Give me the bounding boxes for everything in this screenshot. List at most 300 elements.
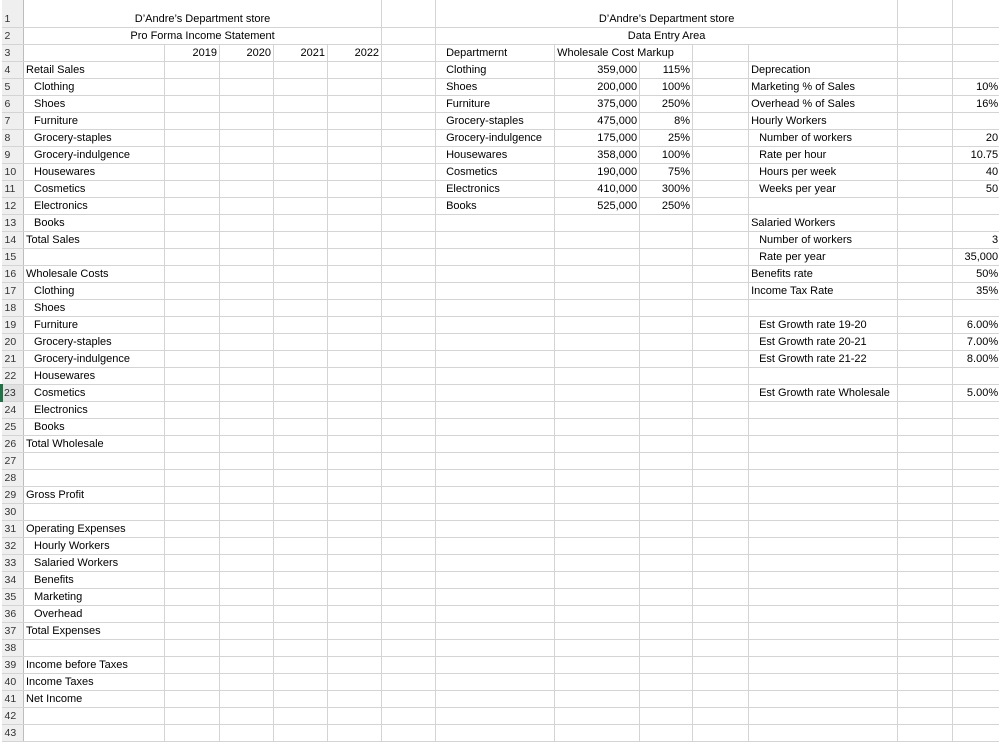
param-label[interactable]: Salaried Workers <box>749 215 898 232</box>
cell[interactable] <box>436 521 555 538</box>
cell[interactable] <box>274 351 328 368</box>
cell[interactable] <box>165 130 220 147</box>
cell[interactable] <box>382 657 436 674</box>
department-name[interactable]: Shoes <box>436 79 555 96</box>
cell[interactable] <box>274 266 328 283</box>
cell[interactable] <box>693 402 749 419</box>
cell[interactable] <box>555 691 640 708</box>
expense-item[interactable]: Marketing <box>24 589 165 606</box>
cell[interactable] <box>382 385 436 402</box>
cell[interactable] <box>640 300 693 317</box>
cell[interactable] <box>220 232 274 249</box>
cell[interactable] <box>328 674 382 691</box>
department-name[interactable]: Cosmetics <box>436 164 555 181</box>
param-label[interactable]: Est Growth rate 20-21 <box>749 334 898 351</box>
cell[interactable] <box>953 62 999 79</box>
wholesale-cost[interactable]: 410,000 <box>555 181 640 198</box>
cell[interactable] <box>436 606 555 623</box>
cell[interactable] <box>165 708 220 725</box>
cell[interactable] <box>898 453 953 470</box>
cell[interactable] <box>382 181 436 198</box>
cell[interactable] <box>274 419 328 436</box>
total-sales-label[interactable]: Total Sales <box>24 232 165 249</box>
cell[interactable] <box>274 232 328 249</box>
param-value[interactable]: 16% <box>953 96 999 113</box>
cell[interactable] <box>898 300 953 317</box>
income-before-taxes-label[interactable]: Income before Taxes <box>24 657 165 674</box>
wholesale-cost[interactable]: 359,000 <box>555 62 640 79</box>
cell[interactable] <box>328 113 382 130</box>
cell[interactable] <box>274 572 328 589</box>
cell[interactable] <box>274 725 328 742</box>
cell[interactable] <box>274 283 328 300</box>
wholesale-item[interactable]: Grocery-indulgence <box>24 351 165 368</box>
markup-value[interactable]: 75% <box>640 164 693 181</box>
cell[interactable] <box>693 368 749 385</box>
cell[interactable] <box>898 130 953 147</box>
cell[interactable] <box>274 606 328 623</box>
cell[interactable] <box>898 402 953 419</box>
cell[interactable] <box>693 708 749 725</box>
cell[interactable] <box>693 113 749 130</box>
cell[interactable] <box>24 725 165 742</box>
cell[interactable] <box>382 640 436 657</box>
cell[interactable] <box>274 317 328 334</box>
cell[interactable] <box>693 334 749 351</box>
cell[interactable] <box>220 708 274 725</box>
cell[interactable] <box>220 487 274 504</box>
cell[interactable] <box>328 691 382 708</box>
row-header[interactable]: 43 <box>2 725 24 742</box>
cell[interactable] <box>328 215 382 232</box>
cell[interactable] <box>953 487 999 504</box>
markup-value[interactable]: 250% <box>640 198 693 215</box>
wholesale-item[interactable]: Cosmetics <box>24 385 165 402</box>
row-header[interactable]: 16 <box>2 266 24 283</box>
cell[interactable] <box>953 538 999 555</box>
cell[interactable] <box>274 657 328 674</box>
markup-value[interactable]: 25% <box>640 130 693 147</box>
cell[interactable] <box>274 130 328 147</box>
cell[interactable] <box>555 640 640 657</box>
cell[interactable] <box>382 249 436 266</box>
cell[interactable] <box>898 589 953 606</box>
cell[interactable] <box>555 385 640 402</box>
cell[interactable] <box>165 351 220 368</box>
cell[interactable] <box>274 521 328 538</box>
cell[interactable] <box>436 657 555 674</box>
cell[interactable] <box>165 147 220 164</box>
cell[interactable] <box>555 538 640 555</box>
cell[interactable] <box>328 436 382 453</box>
cell[interactable] <box>274 385 328 402</box>
cell[interactable] <box>898 555 953 572</box>
cell[interactable] <box>165 657 220 674</box>
cell[interactable] <box>749 640 898 657</box>
cell[interactable] <box>274 215 328 232</box>
cell[interactable] <box>328 487 382 504</box>
row-header[interactable]: 34 <box>2 572 24 589</box>
cell[interactable] <box>274 640 328 657</box>
row-header[interactable]: 5 <box>2 79 24 96</box>
cell[interactable] <box>274 402 328 419</box>
cell[interactable] <box>382 470 436 487</box>
row-header[interactable]: 32 <box>2 538 24 555</box>
sales-item[interactable]: Books <box>24 215 165 232</box>
cell[interactable] <box>274 555 328 572</box>
cell[interactable] <box>898 96 953 113</box>
cell[interactable] <box>640 453 693 470</box>
cell[interactable] <box>898 198 953 215</box>
cell[interactable] <box>165 606 220 623</box>
cell[interactable] <box>953 402 999 419</box>
cell[interactable] <box>898 657 953 674</box>
param-label[interactable]: Rate per hour <box>749 147 898 164</box>
cell[interactable] <box>328 334 382 351</box>
cell[interactable] <box>382 96 436 113</box>
param-value[interactable]: 50% <box>953 266 999 283</box>
cell[interactable] <box>165 79 220 96</box>
cell[interactable] <box>749 538 898 555</box>
cell[interactable] <box>382 62 436 79</box>
cell[interactable] <box>165 419 220 436</box>
cell[interactable] <box>693 300 749 317</box>
cell[interactable] <box>328 147 382 164</box>
cell[interactable] <box>165 334 220 351</box>
gross-profit-label[interactable]: Gross Profit <box>24 487 165 504</box>
cell[interactable] <box>382 708 436 725</box>
cell[interactable] <box>693 538 749 555</box>
row-header[interactable]: 24 <box>2 402 24 419</box>
department-name[interactable]: Housewares <box>436 147 555 164</box>
cell[interactable] <box>749 436 898 453</box>
cell[interactable] <box>898 181 953 198</box>
cell[interactable] <box>165 538 220 555</box>
year-header[interactable]: 2020 <box>220 45 274 62</box>
income-statement-subtitle[interactable]: Pro Forma Income Statement <box>24 28 382 45</box>
cell[interactable] <box>436 470 555 487</box>
cell[interactable] <box>328 708 382 725</box>
cell[interactable] <box>953 504 999 521</box>
param-value[interactable]: 10% <box>953 79 999 96</box>
cell[interactable] <box>640 334 693 351</box>
cell[interactable] <box>436 725 555 742</box>
department-name[interactable]: Electronics <box>436 181 555 198</box>
cell[interactable] <box>898 674 953 691</box>
year-header[interactable]: 2022 <box>328 45 382 62</box>
wholesale-cost[interactable]: 175,000 <box>555 130 640 147</box>
cell[interactable] <box>328 657 382 674</box>
cell[interactable] <box>382 521 436 538</box>
cell[interactable] <box>693 351 749 368</box>
cell[interactable] <box>328 555 382 572</box>
cell[interactable] <box>328 385 382 402</box>
wholesale-item[interactable]: Furniture <box>24 317 165 334</box>
cell[interactable] <box>693 725 749 742</box>
cell[interactable] <box>328 164 382 181</box>
cell[interactable] <box>382 79 436 96</box>
cell[interactable] <box>953 215 999 232</box>
cell[interactable] <box>953 623 999 640</box>
cell[interactable] <box>436 453 555 470</box>
cell[interactable] <box>220 385 274 402</box>
cell[interactable] <box>555 657 640 674</box>
cell[interactable] <box>436 538 555 555</box>
cell[interactable] <box>953 419 999 436</box>
cell[interactable] <box>555 266 640 283</box>
cell[interactable] <box>555 555 640 572</box>
cell[interactable] <box>220 470 274 487</box>
sales-item[interactable]: Electronics <box>24 198 165 215</box>
row-header[interactable]: 33 <box>2 555 24 572</box>
net-income-label[interactable]: Net Income <box>24 691 165 708</box>
param-label[interactable]: Est Growth rate 21-22 <box>749 351 898 368</box>
cell[interactable] <box>640 402 693 419</box>
cell[interactable] <box>436 283 555 300</box>
wholesale-item[interactable]: Shoes <box>24 300 165 317</box>
cell[interactable] <box>220 300 274 317</box>
sales-item[interactable]: Clothing <box>24 79 165 96</box>
cell[interactable] <box>328 725 382 742</box>
cell[interactable] <box>328 96 382 113</box>
cell[interactable] <box>220 96 274 113</box>
cell[interactable] <box>640 215 693 232</box>
expense-item[interactable]: Salaried Workers <box>24 555 165 572</box>
cell[interactable] <box>555 623 640 640</box>
cell[interactable] <box>220 504 274 521</box>
cell[interactable] <box>436 674 555 691</box>
cell[interactable] <box>693 45 749 62</box>
row-header[interactable]: 38 <box>2 640 24 657</box>
cell[interactable] <box>24 470 165 487</box>
cell[interactable] <box>693 198 749 215</box>
cell[interactable] <box>640 538 693 555</box>
cell[interactable] <box>274 300 328 317</box>
cell[interactable] <box>328 79 382 96</box>
cell[interactable] <box>898 113 953 130</box>
cell[interactable] <box>898 334 953 351</box>
cell[interactable] <box>693 181 749 198</box>
cell[interactable] <box>382 555 436 572</box>
param-value[interactable]: 40 <box>953 164 999 181</box>
cell[interactable] <box>165 623 220 640</box>
cell[interactable] <box>165 181 220 198</box>
row-header[interactable]: 9 <box>2 147 24 164</box>
cell[interactable] <box>953 198 999 215</box>
cell[interactable] <box>555 725 640 742</box>
data-entry-title[interactable]: D’Andre’s Department store <box>436 0 898 28</box>
cell[interactable] <box>555 283 640 300</box>
cell[interactable] <box>555 249 640 266</box>
cell[interactable] <box>382 504 436 521</box>
cell[interactable] <box>165 232 220 249</box>
cell[interactable] <box>640 470 693 487</box>
cell[interactable] <box>382 0 436 28</box>
cell[interactable] <box>274 181 328 198</box>
cell[interactable] <box>693 215 749 232</box>
cell[interactable] <box>436 708 555 725</box>
cell[interactable] <box>953 300 999 317</box>
cell[interactable] <box>274 113 328 130</box>
row-header[interactable]: 18 <box>2 300 24 317</box>
row-header[interactable]: 26 <box>2 436 24 453</box>
wholesale-item[interactable]: Clothing <box>24 283 165 300</box>
cell[interactable] <box>328 402 382 419</box>
param-label[interactable]: Income Tax Rate <box>749 283 898 300</box>
cell[interactable] <box>328 572 382 589</box>
cell[interactable] <box>328 453 382 470</box>
cell[interactable] <box>382 589 436 606</box>
cell[interactable] <box>328 521 382 538</box>
cell[interactable] <box>953 28 999 45</box>
cell[interactable] <box>165 198 220 215</box>
row-header[interactable]: 8 <box>2 130 24 147</box>
cell[interactable] <box>953 453 999 470</box>
cell[interactable] <box>220 368 274 385</box>
cell[interactable] <box>436 300 555 317</box>
cell[interactable] <box>555 402 640 419</box>
cell[interactable] <box>898 368 953 385</box>
param-label[interactable]: Marketing % of Sales <box>749 79 898 96</box>
cell[interactable] <box>220 674 274 691</box>
cell[interactable] <box>693 674 749 691</box>
cell[interactable] <box>274 538 328 555</box>
param-label[interactable]: Number of workers <box>749 232 898 249</box>
cell[interactable] <box>555 470 640 487</box>
cell[interactable] <box>693 640 749 657</box>
cell[interactable] <box>749 504 898 521</box>
cell[interactable] <box>382 232 436 249</box>
cell[interactable] <box>693 419 749 436</box>
cell[interactable] <box>749 674 898 691</box>
cell[interactable] <box>640 555 693 572</box>
cell[interactable] <box>749 572 898 589</box>
cell[interactable] <box>436 334 555 351</box>
row-header[interactable]: 36 <box>2 606 24 623</box>
sales-item[interactable]: Cosmetics <box>24 181 165 198</box>
sales-item[interactable]: Furniture <box>24 113 165 130</box>
cell[interactable] <box>555 351 640 368</box>
cell[interactable] <box>436 555 555 572</box>
cell[interactable] <box>220 215 274 232</box>
cell[interactable] <box>328 317 382 334</box>
row-header[interactable]: 17 <box>2 283 24 300</box>
cell[interactable] <box>555 572 640 589</box>
cell[interactable] <box>749 521 898 538</box>
cell[interactable] <box>693 385 749 402</box>
markup-value[interactable]: 300% <box>640 181 693 198</box>
cell[interactable] <box>165 385 220 402</box>
wholesale-cost[interactable]: 190,000 <box>555 164 640 181</box>
cell[interactable] <box>749 589 898 606</box>
cell[interactable] <box>328 130 382 147</box>
wholesale-costs-label[interactable]: Wholesale Costs <box>24 266 165 283</box>
income-statement-title[interactable]: D’Andre’s Department store <box>24 0 382 28</box>
cell[interactable] <box>274 504 328 521</box>
cell[interactable] <box>693 487 749 504</box>
row-header[interactable]: 13 <box>2 215 24 232</box>
cell[interactable] <box>24 504 165 521</box>
department-name[interactable]: Grocery-staples <box>436 113 555 130</box>
cell[interactable] <box>898 385 953 402</box>
cell[interactable] <box>693 453 749 470</box>
param-label[interactable]: Hours per week <box>749 164 898 181</box>
cell[interactable] <box>898 249 953 266</box>
cell[interactable] <box>749 623 898 640</box>
markup-value[interactable]: 250% <box>640 96 693 113</box>
cell[interactable] <box>640 436 693 453</box>
cell[interactable] <box>898 62 953 79</box>
cell[interactable] <box>24 249 165 266</box>
cell[interactable] <box>220 130 274 147</box>
wholesale-cost[interactable]: 475,000 <box>555 113 640 130</box>
cell[interactable] <box>555 232 640 249</box>
cell[interactable] <box>274 368 328 385</box>
cell[interactable] <box>24 640 165 657</box>
row-header[interactable]: 20 <box>2 334 24 351</box>
cell[interactable] <box>274 79 328 96</box>
data-entry-subtitle[interactable]: Data Entry Area <box>436 28 898 45</box>
cell[interactable] <box>382 436 436 453</box>
cell[interactable] <box>555 436 640 453</box>
cell[interactable] <box>274 674 328 691</box>
row-header[interactable]: 31 <box>2 521 24 538</box>
cell[interactable] <box>436 351 555 368</box>
cell[interactable] <box>640 232 693 249</box>
cell[interactable] <box>693 521 749 538</box>
cell[interactable] <box>555 674 640 691</box>
param-label[interactable]: Est Growth rate Wholesale <box>749 385 898 402</box>
cell[interactable] <box>898 164 953 181</box>
cell[interactable] <box>382 266 436 283</box>
cell[interactable] <box>693 572 749 589</box>
cell[interactable] <box>953 555 999 572</box>
cell[interactable] <box>274 487 328 504</box>
cell[interactable] <box>274 334 328 351</box>
cell[interactable] <box>640 419 693 436</box>
cell[interactable] <box>693 504 749 521</box>
param-label[interactable]: Rate per year <box>749 249 898 266</box>
cell[interactable] <box>693 130 749 147</box>
cell[interactable] <box>274 62 328 79</box>
operating-expenses-label[interactable]: Operating Expenses <box>24 521 165 538</box>
cell[interactable] <box>274 198 328 215</box>
cell[interactable] <box>165 402 220 419</box>
cell[interactable] <box>382 164 436 181</box>
cell[interactable] <box>640 606 693 623</box>
department-name[interactable]: Clothing <box>436 62 555 79</box>
cell[interactable] <box>555 419 640 436</box>
cell[interactable] <box>220 79 274 96</box>
cell[interactable] <box>220 657 274 674</box>
cell[interactable] <box>165 470 220 487</box>
cell[interactable] <box>165 96 220 113</box>
cell[interactable] <box>165 589 220 606</box>
cell[interactable] <box>555 487 640 504</box>
cell[interactable] <box>749 470 898 487</box>
total-expenses-label[interactable]: Total Expenses <box>24 623 165 640</box>
cell[interactable] <box>749 691 898 708</box>
param-value[interactable]: 7.00% <box>953 334 999 351</box>
cell[interactable] <box>898 436 953 453</box>
cell[interactable] <box>382 198 436 215</box>
cell[interactable] <box>382 623 436 640</box>
row-header[interactable]: 40 <box>2 674 24 691</box>
cell[interactable] <box>640 266 693 283</box>
cell[interactable] <box>898 45 953 62</box>
cell[interactable] <box>898 0 953 28</box>
wholesale-cost[interactable]: 375,000 <box>555 96 640 113</box>
